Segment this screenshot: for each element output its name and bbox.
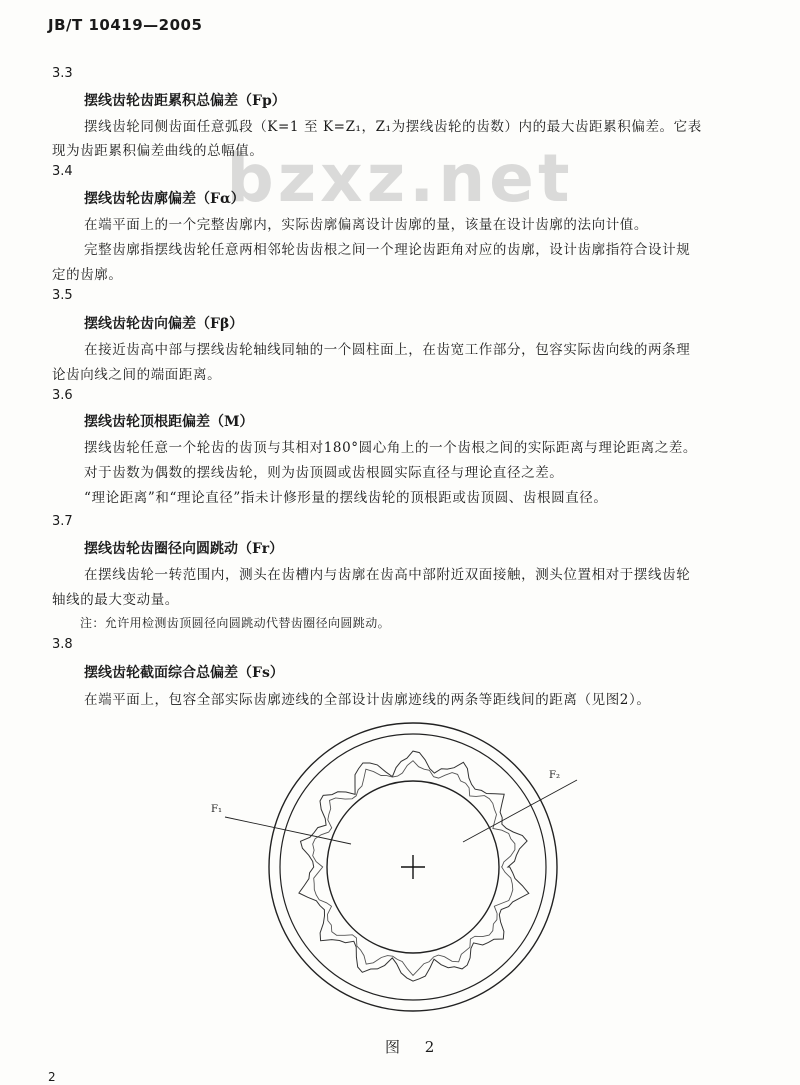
section-title: 摆线齿轮截面综合总偏差（Fs） [84,665,284,681]
section-body-line: 在接近齿高中部与摆线齿轮轴线同轴的一个圆柱面上，在齿宽工作部分，包容实际齿向线的两条理 [84,342,691,358]
leader-line-right [463,780,577,842]
actual-profile-outer [299,751,529,981]
section-number: 3.6 [52,388,73,403]
section-body-line: 摆线齿轮同侧齿面任意弧段（K=1 至 K=Z₁，Z₁为摆线齿轮的齿数）内的最大齿距累积偏差。它表 [84,119,702,135]
standard-number: JB/T 10419—2005 [48,16,203,34]
section-body-line: 在端平面上的一个完整齿廓内，实际齿廓偏离设计齿廓的量，该量在设计齿廓的法向计值。 [84,217,648,233]
section-body-line: 在摆线齿轮一转范围内，测头在齿槽内与齿廓在齿高中部附近双面接触，测头位置相对于摆线齿轮 [84,567,691,583]
section-number: 3.3 [52,66,73,81]
label-right: F₂ [549,770,560,781]
section-body-line: 在端平面上，包容全部实际齿廓迹线的全部设计齿廓迹线的两条等距线间的距离（见图2）。 [84,692,651,708]
note: 注：允许用检测齿顶圆径向圆跳动代替齿圈径向圆跳动。 [80,616,391,630]
section-number: 3.5 [52,288,73,303]
section-title: 摆线齿轮齿廓偏差（Fα） [84,191,245,207]
section-body-line: 对于齿数为偶数的摆线齿轮，则为齿顶圆或齿根圆实际直径与理论直径之差。 [84,465,564,481]
section-title: 摆线齿轮顶根距偏差（M） [84,414,254,430]
section-number: 3.8 [52,637,73,652]
section-title: 摆线齿轮齿距累积总偏差（Fp） [84,93,286,109]
section-body-line: 定的齿廓。 [52,267,123,283]
section-title: 摆线齿轮齿向偏差（Fβ） [84,316,244,332]
figure-2-diagram [211,722,565,1022]
section-title: 摆线齿轮齿圈径向圆跳动（Fr） [84,541,284,557]
section-body-line: 论齿向线之间的端面距离。 [52,367,222,383]
watermark: bzxz.net [226,140,574,217]
label-left: F₁ [211,804,222,815]
section-body-line: “理论距离”和“理论直径”指未计修形量的摆线齿轮的顶根距或齿顶圆、齿根圆直径。 [84,490,608,506]
section-body-line: 轴线的最大变动量。 [52,592,179,608]
section-number: 3.7 [52,514,73,529]
page-number: 2 [48,1070,56,1084]
section-body-line: 完整齿廓指摆线齿轮任意两相邻轮齿齿根之间一个理论齿距角对应的齿廓，设计齿廓指符合设计规 [84,242,691,258]
section-body-line: 摆线齿轮任意一个轮齿的齿顶与其相对180°圆心角上的一个齿根之间的实际距离与理论距离之差。 [84,440,698,456]
figure-caption: 图 2 [385,1038,445,1056]
section-body-line: 现为齿距累积偏差曲线的总幅值。 [52,143,264,159]
section-number: 3.4 [52,164,73,179]
